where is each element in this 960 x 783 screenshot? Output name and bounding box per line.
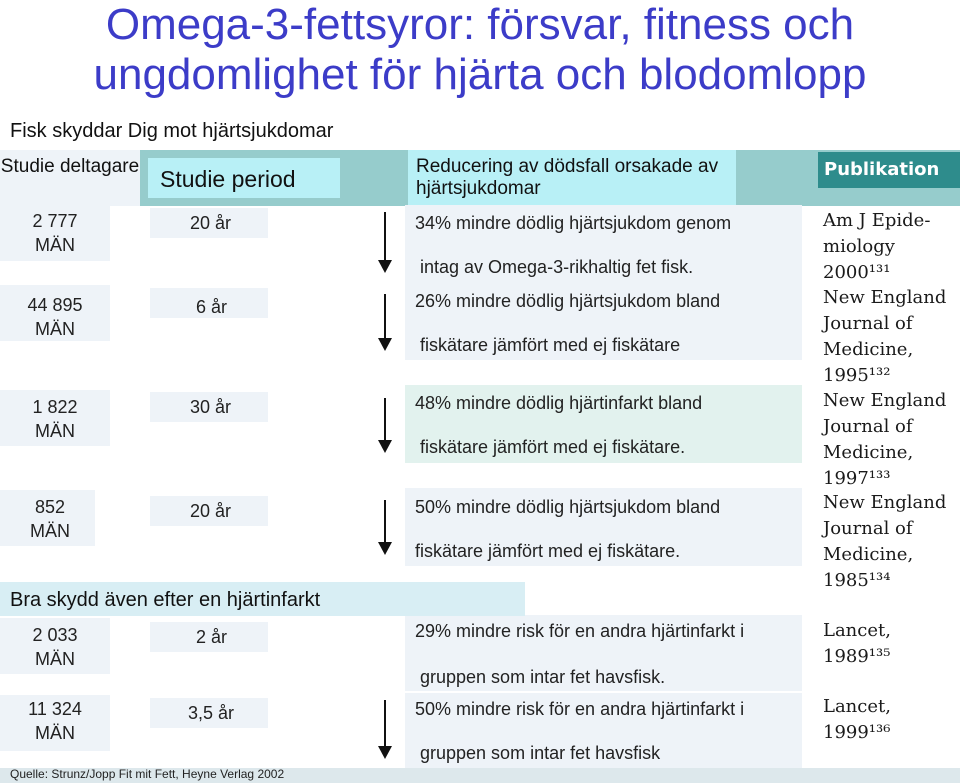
row-4-publication [823,490,946,594]
pub-line: Journal of [823,416,913,437]
row-3-result-line2: fiskätare jämfört med ej fiskätare. [420,437,686,457]
row-4-unit: MÄN [30,521,70,541]
row-4-period: 20 år [190,501,232,521]
pub-line: 1995¹³² [823,365,891,386]
row-6-participants: 11 324 [28,699,82,719]
pub-line: 2000¹³¹ [823,262,891,283]
row-5-period: 2 år [196,627,228,647]
section-heading-after-infarct: Bra skydd även efter en hjärtinfarkt [10,589,321,611]
row-1-result-line1: 34% mindre dödlig hjärtsjukdom genom [415,213,732,233]
header-participants: Studie deltagare [0,156,140,177]
row-3-participants: 1 822 [32,397,78,417]
arrow-down-icon [375,700,395,762]
header-publication: Publikation [818,152,960,188]
pub-line: Lancet, [823,696,891,717]
pub-line: Journal of [823,313,913,334]
pub-line: 1985¹³⁴ [823,570,891,591]
row-4-participants: 852 [34,497,66,517]
row-1-publication [823,208,930,286]
arrow-down-icon [375,294,395,354]
arrow-down-icon [375,398,395,456]
row-5-result-line1: 29% mindre risk för en andra hjärtinfarkt i [415,621,745,641]
pub-line: Medicine, [823,339,914,360]
row-4-result-line1: 50% mindre dödlig hjärtsjukdom bland [415,497,721,517]
pub-line: miology [823,236,895,257]
row-3-publication [823,388,946,492]
pub-line: 1997¹³³ [823,468,891,489]
pub-line: New England [823,492,947,513]
pub-line: 1989¹³⁵ [823,646,891,667]
row-6-publication [823,694,891,746]
header-reduction: Reducering av dödsfall orsakade av hjärtsjukdomar [416,156,719,199]
row-2-participants: 44 895 [27,295,83,315]
row-5-participants: 2 033 [32,625,78,645]
row-1-period: 20 år [190,213,232,233]
row-6-period: 3,5 år [188,703,235,723]
row-2-publication [823,285,946,389]
row-2-period: 6 år [196,297,228,317]
row-5-unit: MÄN [35,649,75,669]
row-1-participants: 2 777 [32,211,78,231]
row-6-result-line1: 50% mindre risk för en andra hjärtinfarkt i [415,699,745,719]
header-period: Studie period [160,166,296,192]
row-6-result-line2: gruppen som intar fet havsfisk [420,743,661,763]
row-6-unit: MÄN [35,723,75,743]
pub-line: Lancet, [823,620,891,641]
pub-line: Medicine, [823,442,914,463]
row-2-result-line2: fiskätare jämfört med ej fiskätare [420,335,681,355]
row-2-result-line1: 26% mindre dödlig hjärtsjukdom bland [415,291,721,311]
row-1-result-line2: intag av Omega-3-rikhaltig fet fisk. [420,257,694,277]
arrow-down-icon [375,500,395,558]
row-1-unit: MÄN [35,235,75,255]
source-note: Quelle: Strunz/Jopp Fit mit Fett, Heyne Verlag 2002 [10,767,285,781]
pub-line: 1999¹³⁶ [823,722,891,743]
row-5-result-line2: gruppen som intar fet havsfisk. [420,667,666,687]
row-4-result-line2: fiskätare jämfört med ej fiskätare. [415,541,681,561]
pub-line: New England [823,390,947,411]
arrow-down-icon [375,212,395,274]
pub-line: New England [823,287,947,308]
row-3-result-line1: 48% mindre dödlig hjärtinfarkt bland [415,393,703,413]
pub-line: Am J Epide- [823,210,931,231]
row-2-unit: MÄN [35,319,75,339]
row-5-publication [823,618,891,670]
section-heading-fish: Fisk skyddar Dig mot hjärtsjukdomar [10,120,334,142]
page-title: Omega-3-fettsyror: försvar, fitness och ungdomlighet för hjärta och blodomlopp [93,0,867,99]
pub-line: Medicine, [823,544,914,565]
pub-line: Journal of [823,518,913,539]
row-3-unit: MÄN [35,421,75,441]
row-3-period: 30 år [190,397,232,417]
